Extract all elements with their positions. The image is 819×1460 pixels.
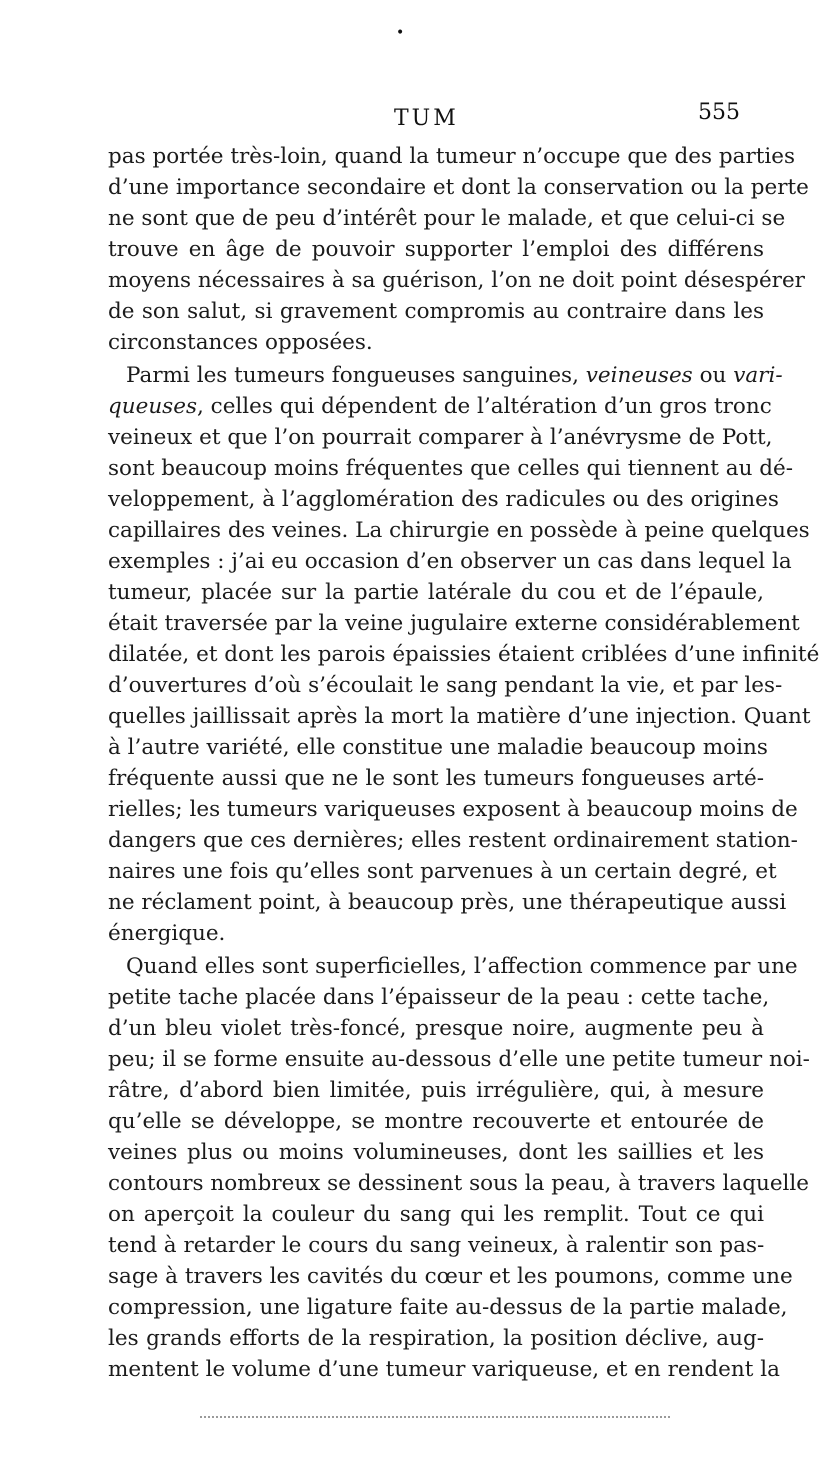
running-head-title: TUM bbox=[394, 106, 459, 131]
text-segment: Parmi les tumeurs fongueuses sanguines, bbox=[126, 363, 586, 388]
text-line: veineux et que l’on pourrait comparer à l’anévrysme de Pott, bbox=[108, 425, 773, 450]
text-line: tend à retarder le cours du sang veineux, à ralentir son pas- bbox=[108, 1233, 765, 1258]
text-line: à l’autre variété, elle constitue une maladie beaucoup moins bbox=[108, 735, 768, 760]
text-line: était traversée par la veine jugulaire externe considérablement bbox=[108, 611, 800, 636]
text-line bbox=[108, 360, 783, 391]
text-line: contours nombreux se dessinent sous la peau, à travers laquelle bbox=[108, 1171, 810, 1196]
text-line: d’ouvertures d’où s’écoulait le sang pendant la vie, et par les- bbox=[108, 673, 783, 698]
body-text bbox=[108, 141, 819, 1382]
text-line: dangers que ces dernières; elles restent ordinairement station- bbox=[108, 828, 798, 853]
text-line: pas portée très-loin, quand la tumeur n’occupe que des parties bbox=[108, 144, 795, 169]
paragraph bbox=[108, 141, 809, 358]
text-line: veloppement, à l’agglomération des radicules ou des origines bbox=[108, 487, 779, 512]
text-line: qu’elle se développe, se montre recouverte et entourée de bbox=[108, 1109, 764, 1134]
paragraph bbox=[108, 360, 819, 949]
italic-term: vari- bbox=[733, 363, 783, 388]
text-line: dilatée, et dont les parois épaissies étaient criblées d’une infinité bbox=[108, 642, 819, 667]
text-line: énergique. bbox=[108, 921, 226, 946]
text-segment: ou bbox=[692, 363, 734, 388]
text-line: rielles; les tumeurs variqueuses exposent à beaucoup moins de bbox=[108, 797, 798, 822]
text-line: petite tache placée dans l’épaisseur de la peau : cette tache, bbox=[108, 985, 770, 1010]
text-segment: , celles qui dépendent de l’altération d’un gros tronc bbox=[196, 394, 772, 419]
text-line: exemples : j’ai eu occasion d’en observer un cas dans lequel la bbox=[108, 549, 792, 574]
text-line: sage à travers les cavités du cœur et les poumons, comme une bbox=[108, 1264, 793, 1289]
text-line: capillaires des veines. La chirurgie en possède à peine quelques bbox=[108, 518, 810, 543]
text-line: sont beaucoup moins fréquentes que celles qui tiennent au dé- bbox=[108, 456, 793, 481]
text-line: de son salut, si gravement compromis au contraire dans les bbox=[108, 299, 764, 324]
paragraph bbox=[108, 951, 810, 1385]
text-line: peu; il se forme ensuite au-dessous d’elle une petite tumeur noi- bbox=[108, 1047, 810, 1072]
text-line: les grands efforts de la respiration, la position déclive, aug- bbox=[108, 1326, 764, 1351]
italic-term: veineuses bbox=[585, 363, 693, 388]
text-line: veines plus ou moins volumineuses, dont les saillies et les bbox=[108, 1140, 764, 1165]
text-line: quelles jaillissait après la mort la matière d’une injection. Quant bbox=[108, 704, 811, 729]
top-ink-mark: • bbox=[396, 25, 405, 41]
page-number: 555 bbox=[698, 100, 740, 125]
bottom-print-residue bbox=[200, 1416, 670, 1422]
italic-term: queuses bbox=[108, 394, 197, 419]
text-line: trouve en âge de pouvoir supporter l’emploi des différens bbox=[108, 237, 764, 262]
text-line: d’un bleu violet très-foncé, presque noire, augmente peu à bbox=[108, 1016, 764, 1041]
text-line: tumeur, placée sur la partie latérale du cou et de l’épaule, bbox=[108, 580, 764, 605]
text-line: râtre, d’abord bien limitée, puis irrégulière, qui, à mesure bbox=[108, 1078, 764, 1103]
text-line bbox=[108, 391, 772, 422]
text-line: d’une importance secondaire et dont la conservation ou la perte bbox=[108, 175, 809, 200]
running-head bbox=[108, 100, 740, 134]
text-line: mentent le volume d’une tumeur variqueuse, et en rendent la bbox=[108, 1357, 780, 1382]
text-line: ne réclament point, à beaucoup près, une thérapeutique aussi bbox=[108, 890, 787, 915]
text-line: moyens nécessaires à sa guérison, l’on ne doit point désespérer bbox=[108, 268, 805, 293]
text-line: ne sont que de peu d’intérêt pour le malade, et que celui-ci se bbox=[108, 206, 786, 231]
text-line: compression, une ligature faite au-dessus de la partie malade, bbox=[108, 1295, 788, 1320]
text-line: Quand elles sont superficielles, l’affection commence par une bbox=[126, 954, 798, 979]
text-line: circonstances opposées. bbox=[108, 330, 373, 355]
text-line: fréquente aussi que ne le sont les tumeurs fongueuses arté- bbox=[108, 766, 764, 791]
text-line: on aperçoit la couleur du sang qui les remplit. Tout ce qui bbox=[108, 1202, 764, 1227]
text-line: naires une fois qu’elles sont parvenues à un certain degré, et bbox=[108, 859, 777, 884]
